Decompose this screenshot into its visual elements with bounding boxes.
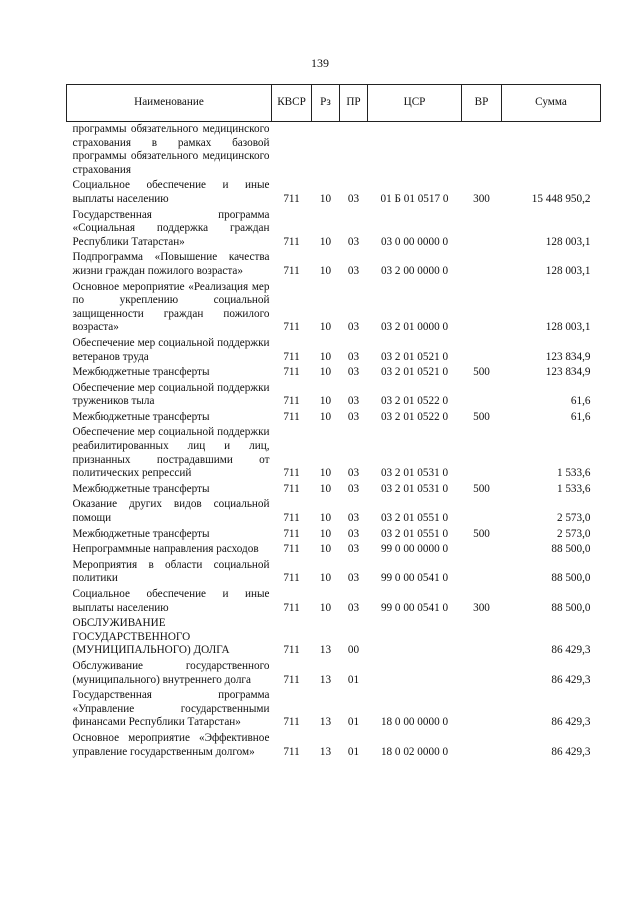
cell-vr: 500 xyxy=(473,366,490,379)
cell-kvsr: 711 xyxy=(283,644,300,657)
table-row xyxy=(67,688,601,731)
cell-sum: 86 429,3 xyxy=(551,644,591,657)
cell-rz: 10 xyxy=(319,527,332,540)
table-row xyxy=(67,381,601,410)
table-row xyxy=(67,527,601,543)
cell-vr xyxy=(462,542,502,558)
cell-vr xyxy=(462,497,502,526)
budget-table xyxy=(66,84,601,760)
cell-pr: 03 xyxy=(347,601,360,614)
cell-csr: 03 2 01 0521 0 xyxy=(380,350,449,363)
cell-rz: 10 xyxy=(319,264,332,277)
cell-sum: 128 003,1 xyxy=(545,264,591,277)
table-row xyxy=(67,336,601,365)
cell-pr: 03 xyxy=(347,235,360,248)
cell-pr: 01 xyxy=(347,716,360,729)
cell-csr: 01 Б 01 0517 0 xyxy=(380,192,449,205)
cell-pr: 03 xyxy=(347,366,360,379)
cell-rz xyxy=(312,122,340,179)
cell-rz: 10 xyxy=(319,512,332,525)
table-body xyxy=(67,122,601,761)
cell-kvsr: 711 xyxy=(283,350,300,363)
cell-csr: 99 0 00 0541 0 xyxy=(380,572,449,585)
cell-vr xyxy=(462,208,502,251)
table-row xyxy=(67,587,601,616)
cell-sum: 123 834,9 xyxy=(545,366,591,379)
cell-csr: 18 0 00 0000 0 xyxy=(380,716,449,729)
cell-pr: 01 xyxy=(347,745,360,758)
cell-name: ОБСЛУЖИВАНИЕ ГОСУДАРСТВЕННОГО (МУНИЦИПАЛЬНОГО) ДОЛГА xyxy=(72,617,230,657)
cell-name: Межбюджетные трансферты xyxy=(72,527,210,540)
cell-pr: 03 xyxy=(347,395,360,408)
cell-csr: 18 0 02 0000 0 xyxy=(380,745,449,758)
cell-rz: 10 xyxy=(319,572,332,585)
cell-vr xyxy=(462,616,502,659)
cell-kvsr: 711 xyxy=(283,543,300,556)
cell-sum: 61,6 xyxy=(570,410,591,423)
cell-vr xyxy=(462,659,502,688)
cell-vr xyxy=(462,280,502,336)
cell-name: Государственная программа «Управление государственными финансами Республики Татарстан» xyxy=(72,689,270,729)
header-pr: ПР xyxy=(340,85,368,122)
table-row xyxy=(67,616,601,659)
table-row xyxy=(67,558,601,587)
cell-pr xyxy=(340,122,368,179)
cell-rz: 10 xyxy=(319,601,332,614)
cell-kvsr: 711 xyxy=(283,745,300,758)
cell-sum: 128 003,1 xyxy=(545,235,591,248)
table-row xyxy=(67,425,601,481)
cell-sum: 2 573,0 xyxy=(556,512,591,525)
cell-vr xyxy=(462,250,502,279)
cell-rz: 13 xyxy=(319,716,332,729)
cell-sum: 1 533,6 xyxy=(556,467,591,480)
cell-vr xyxy=(462,122,502,179)
cell-pr: 03 xyxy=(347,321,360,334)
cell-kvsr: 711 xyxy=(283,395,300,408)
cell-kvsr: 711 xyxy=(283,482,300,495)
cell-sum: 86 429,3 xyxy=(551,716,591,729)
cell-sum: 1 533,6 xyxy=(556,482,591,495)
header-vr: ВР xyxy=(462,85,502,122)
cell-csr: 03 2 01 0551 0 xyxy=(380,512,449,525)
cell-sum: 128 003,1 xyxy=(545,321,591,334)
cell-pr: 01 xyxy=(347,673,360,686)
cell-rz: 10 xyxy=(319,482,332,495)
cell-csr xyxy=(368,122,462,179)
cell-csr: 03 2 01 0522 0 xyxy=(380,395,449,408)
cell-sum: 88 500,0 xyxy=(551,601,591,614)
page-number: 139 xyxy=(311,56,329,70)
cell-pr: 03 xyxy=(347,410,360,423)
cell-sum: 88 500,0 xyxy=(551,543,591,556)
cell-name: Основное мероприятие «Реализация мер по укреплению социальной защищенности граждан пожилого возраста» xyxy=(72,280,270,334)
cell-vr: 500 xyxy=(473,410,490,423)
cell-csr: 03 2 01 0531 0 xyxy=(380,467,449,480)
cell-kvsr: 711 xyxy=(283,512,300,525)
cell-name: Основное мероприятие «Эффективное управление государственным долгом» xyxy=(72,731,270,758)
cell-kvsr: 711 xyxy=(283,572,300,585)
cell-kvsr: 711 xyxy=(283,716,300,729)
cell-rz: 10 xyxy=(319,543,332,556)
cell-pr: 03 xyxy=(347,192,360,205)
header-kvsr: КВСР xyxy=(272,85,312,122)
cell-pr: 03 xyxy=(347,264,360,277)
cell-vr: 300 xyxy=(473,601,490,614)
cell-rz: 10 xyxy=(319,321,332,334)
cell-name: Мероприятия в области социальной политики xyxy=(72,558,270,585)
cell-csr: 03 2 00 0000 0 xyxy=(380,264,449,277)
cell-name: Межбюджетные трансферты xyxy=(72,410,210,423)
cell-vr: 500 xyxy=(473,482,490,495)
cell-rz: 13 xyxy=(319,644,332,657)
table-header xyxy=(67,85,601,122)
table-row xyxy=(67,731,601,760)
table-row xyxy=(67,208,601,251)
cell-csr: 03 2 01 0000 0 xyxy=(380,321,449,334)
cell-name: программы обязательного медицинского страхования в рамках базовой программы обязательного медицинского страхования xyxy=(72,123,270,176)
cell-pr: 03 xyxy=(347,572,360,585)
table-row xyxy=(67,659,601,688)
cell-pr: 00 xyxy=(347,644,360,657)
cell-vr xyxy=(462,381,502,410)
table-row xyxy=(67,542,601,558)
cell-csr: 99 0 00 0541 0 xyxy=(380,601,449,614)
table-row xyxy=(67,250,601,279)
cell-rz: 10 xyxy=(319,395,332,408)
cell-pr: 03 xyxy=(347,527,360,540)
cell-kvsr: 711 xyxy=(283,235,300,248)
cell-name: Обеспечение мер социальной поддержки реабилитированных лиц и лиц, признанных пострадавшими от политических репрессий xyxy=(72,426,270,480)
cell-vr: 500 xyxy=(473,527,490,540)
cell-pr: 03 xyxy=(347,512,360,525)
cell-name: Обеспечение мер социальной поддержки тружеников тыла xyxy=(72,381,270,408)
cell-csr xyxy=(368,659,462,688)
cell-rz: 10 xyxy=(319,235,332,248)
cell-rz: 10 xyxy=(319,366,332,379)
cell-kvsr: 711 xyxy=(283,321,300,334)
cell-sum: 86 429,3 xyxy=(551,673,591,686)
cell-csr: 03 2 01 0531 0 xyxy=(380,482,449,495)
cell-csr xyxy=(368,616,462,659)
cell-csr: 99 0 00 0000 0 xyxy=(380,543,449,556)
cell-sum: 88 500,0 xyxy=(551,572,591,585)
table-row xyxy=(67,410,601,426)
cell-vr xyxy=(462,558,502,587)
cell-rz: 13 xyxy=(319,673,332,686)
cell-kvsr: 711 xyxy=(283,264,300,277)
cell-sum xyxy=(502,122,601,179)
cell-name: Межбюджетные трансферты xyxy=(72,482,210,495)
cell-csr: 03 2 01 0551 0 xyxy=(380,527,449,540)
cell-vr xyxy=(462,688,502,731)
table-row xyxy=(67,178,601,207)
cell-kvsr: 711 xyxy=(283,410,300,423)
cell-name: Государственная программа «Социальная поддержка граждан Республики Татарстан» xyxy=(72,208,270,248)
cell-kvsr: 711 xyxy=(283,527,300,540)
cell-rz: 13 xyxy=(319,745,332,758)
cell-name: Обеспечение мер социальной поддержки ветеранов труда xyxy=(72,336,270,363)
cell-name: Оказание других видов социальной помощи xyxy=(72,498,270,525)
cell-name: Обслуживание государственного (муниципального) внутреннего долга xyxy=(72,659,270,686)
header-name: Наименование xyxy=(67,85,272,122)
cell-vr xyxy=(462,336,502,365)
cell-name: Социальное обеспечение и иные выплаты населению xyxy=(72,588,270,614)
cell-kvsr: 711 xyxy=(283,601,300,614)
cell-rz: 10 xyxy=(319,410,332,423)
cell-pr: 03 xyxy=(347,543,360,556)
cell-csr: 03 2 01 0522 0 xyxy=(380,410,449,423)
cell-sum: 123 834,9 xyxy=(545,350,591,363)
cell-rz: 10 xyxy=(319,192,332,205)
cell-name: Подпрограмма «Повышение качества жизни граждан пожилого возраста» xyxy=(72,251,270,277)
cell-csr: 03 0 00 0000 0 xyxy=(380,235,449,248)
header-csr: ЦСР xyxy=(368,85,462,122)
cell-vr: 300 xyxy=(473,192,490,205)
table-row xyxy=(67,365,601,381)
table-row xyxy=(67,482,601,498)
cell-kvsr xyxy=(272,122,312,179)
cell-vr xyxy=(462,731,502,760)
cell-sum: 61,6 xyxy=(570,395,591,408)
cell-rz: 10 xyxy=(319,467,332,480)
cell-name: Социальное обеспечение и иные выплаты населению xyxy=(72,179,270,205)
cell-rz: 10 xyxy=(319,350,332,363)
cell-name: Непрограммные направления расходов xyxy=(72,543,259,556)
header-rz: Рз xyxy=(312,85,340,122)
cell-name: Межбюджетные трансферты xyxy=(72,366,210,379)
table-row xyxy=(67,280,601,336)
cell-kvsr: 711 xyxy=(283,366,300,379)
cell-sum: 2 573,0 xyxy=(556,527,591,540)
cell-sum: 86 429,3 xyxy=(551,745,591,758)
cell-pr: 03 xyxy=(347,482,360,495)
cell-kvsr: 711 xyxy=(283,192,300,205)
cell-csr: 03 2 01 0521 0 xyxy=(380,366,449,379)
cell-kvsr: 711 xyxy=(283,467,300,480)
header-sum: Сумма xyxy=(502,85,601,122)
table-row xyxy=(67,122,601,179)
cell-pr: 03 xyxy=(347,467,360,480)
cell-kvsr: 711 xyxy=(283,673,300,686)
cell-vr xyxy=(462,425,502,481)
cell-pr: 03 xyxy=(347,350,360,363)
table-row xyxy=(67,497,601,526)
cell-sum: 15 448 950,2 xyxy=(531,192,591,205)
